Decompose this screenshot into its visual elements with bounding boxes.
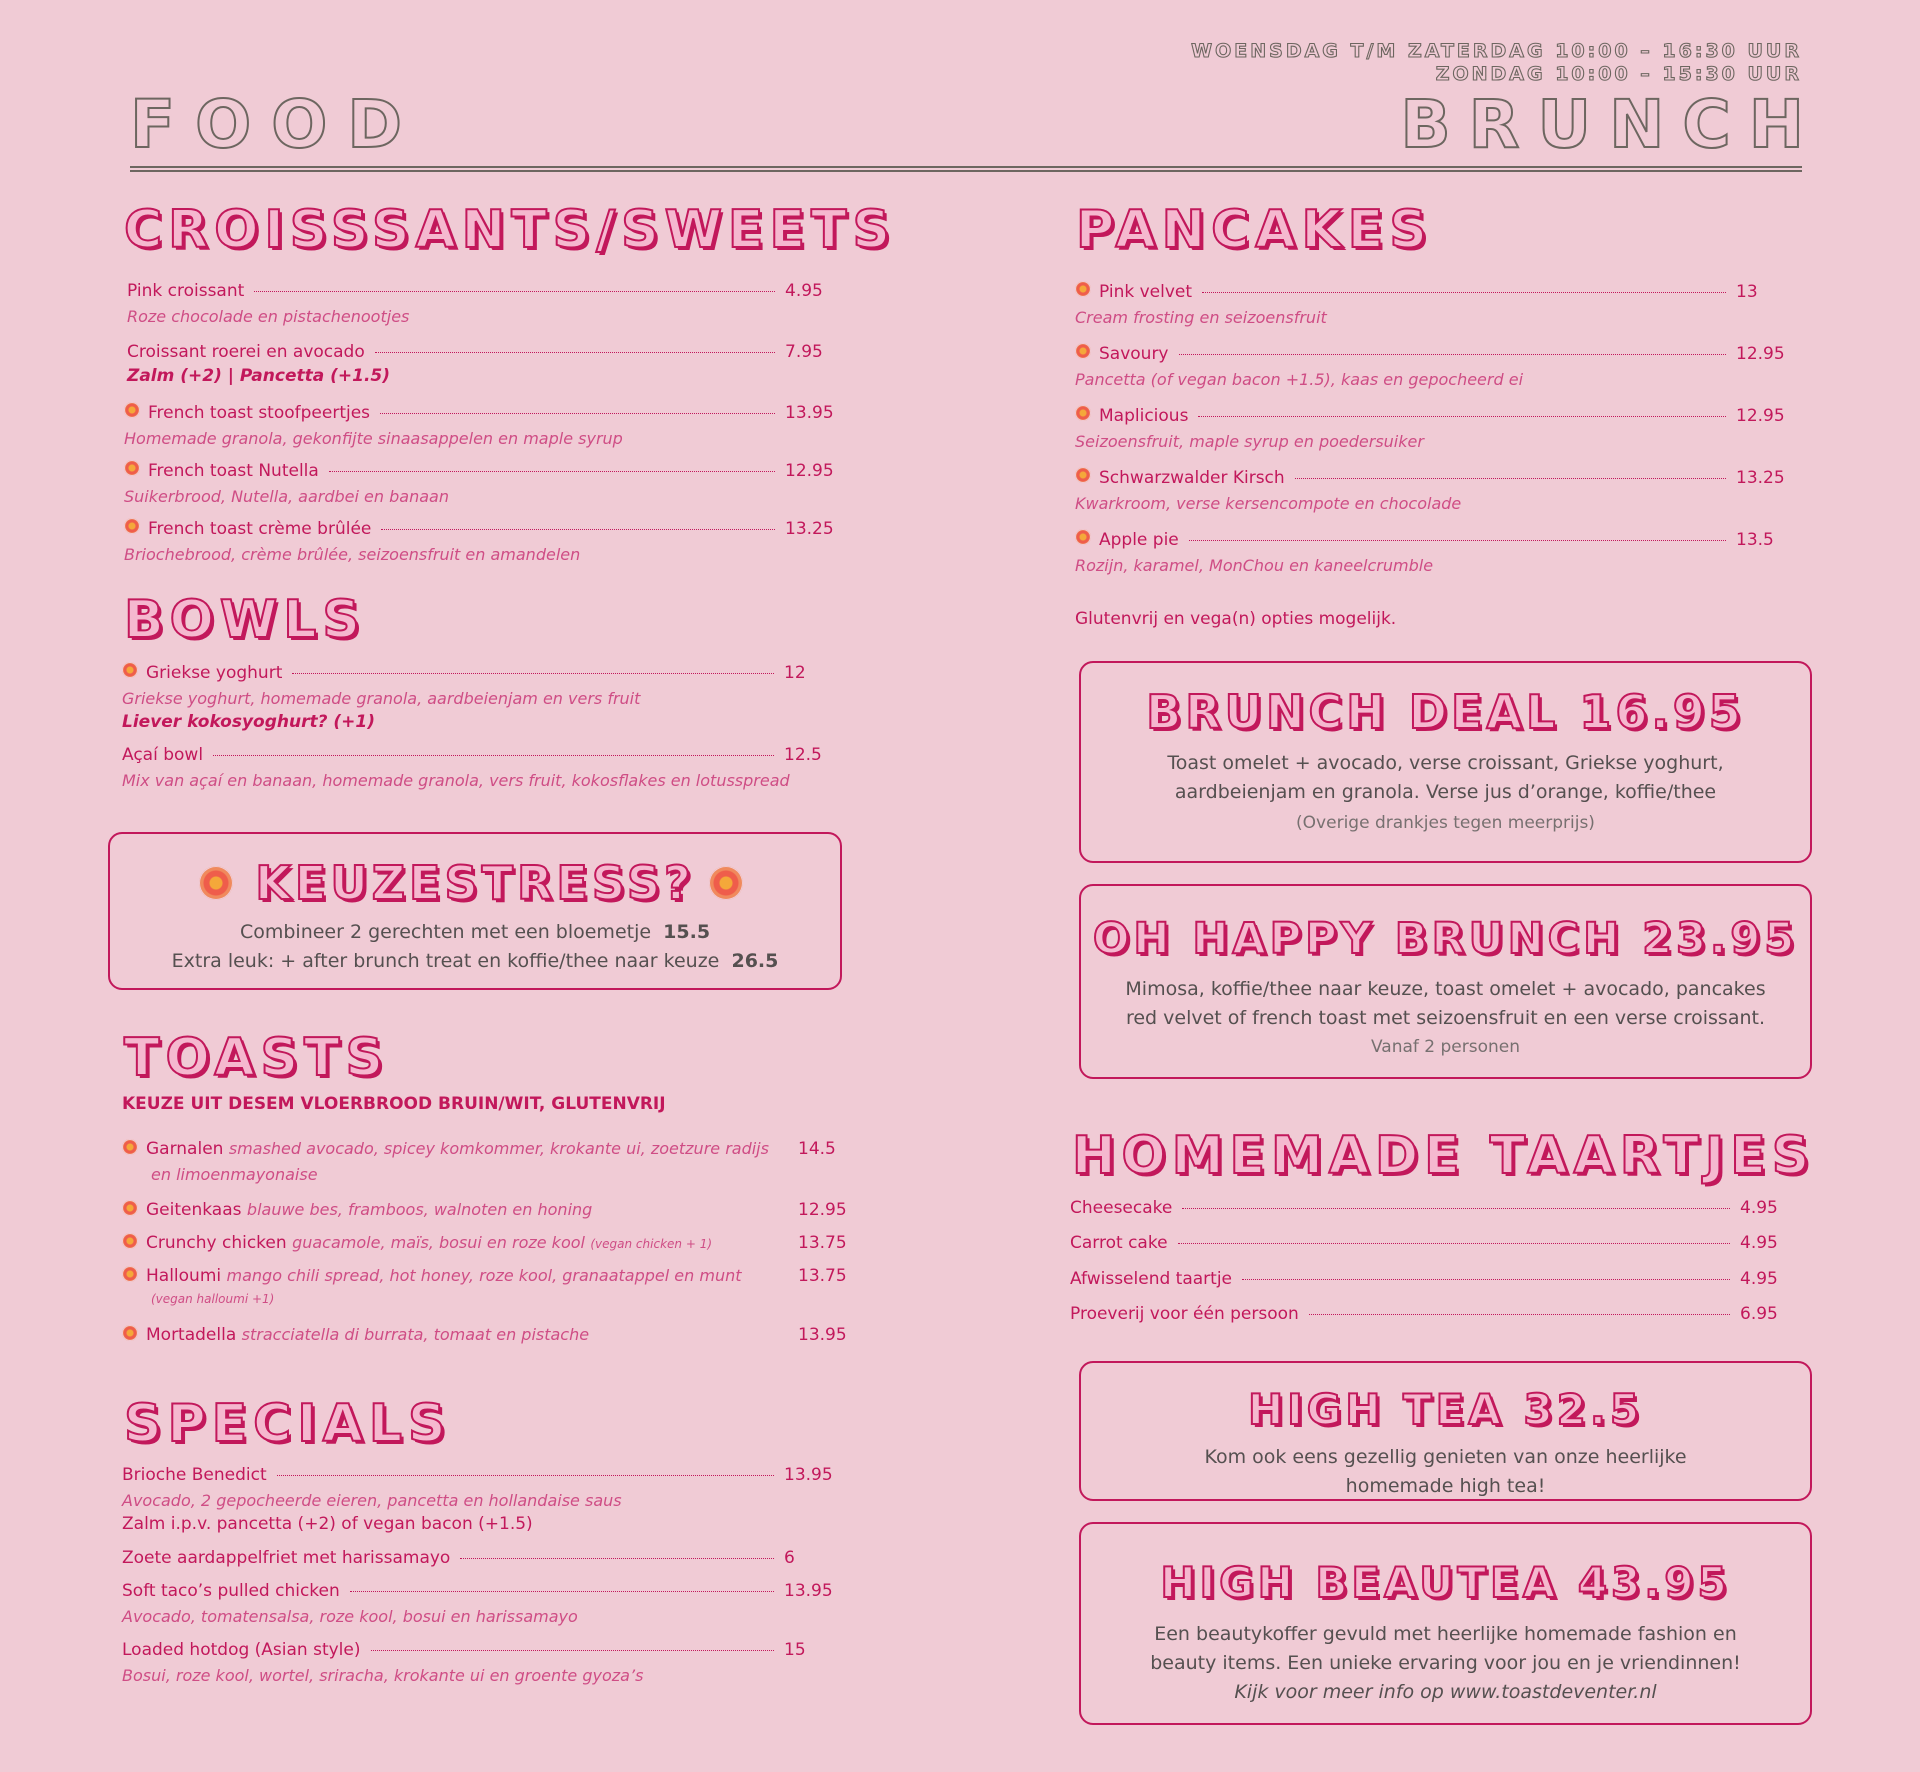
item-desc-cont: en limoenmayonaise [151, 1165, 318, 1184]
menu-item [1075, 343, 1794, 389]
flower-icon [122, 662, 138, 678]
happy-brunch-text [1081, 975, 1810, 1033]
high-beautea-text [1081, 1620, 1810, 1707]
item-name: Crunchy chicken [146, 1233, 287, 1253]
flower-icon [124, 518, 140, 534]
item-price: 13.25 [1736, 468, 1785, 488]
brunch-deal-note: (Overige drankjes tegen meerprijs) [1296, 813, 1595, 833]
high-tea-line1: Kom ook eens gezellig genieten van onze heerlijke [1204, 1446, 1687, 1468]
item-price: 13.25 [785, 519, 834, 539]
item-name: Garnalen [146, 1139, 224, 1159]
high-beautea-line2: beauty items. Een unieke ervaring voor jou en je vriendinnen! [1150, 1652, 1741, 1674]
item-price: 6 [784, 1548, 795, 1568]
happy-brunch-box [1079, 884, 1812, 1079]
menu-item [1070, 1198, 1798, 1218]
item-name: French toast crème brûlée [148, 519, 372, 539]
flower-icon [1075, 343, 1091, 359]
menu-item [1075, 405, 1794, 451]
opening-hours [1191, 40, 1802, 86]
menu-item [1075, 281, 1794, 327]
item-extra: Liever kokosyoghurt? (+1) [122, 712, 376, 732]
menu-item [122, 662, 842, 732]
menu-item [122, 1548, 842, 1568]
header-divider [130, 166, 1802, 172]
item-desc: stracciatella di burrata, tomaat en pistache [241, 1325, 590, 1344]
item-desc: Suikerbrood, Nutella, aardbei en banaan [124, 487, 449, 506]
item-price: 14.5 [798, 1139, 836, 1159]
item-name: Mortadella [146, 1325, 237, 1345]
item-desc: Pancetta (of vegan bacon +1.5), kaas en gepocheerd ei [1075, 370, 1524, 389]
brunch-deal-title: BRUNCH DEAL 16.95 [1146, 685, 1745, 739]
high-beautea-line1: Een beautykoffer gevuld met heerlijke homemade fashion en [1154, 1623, 1737, 1645]
item-price: 4.95 [1740, 1233, 1778, 1253]
high-beautea-title: HIGH BEAUTEA 43.95 [1160, 1558, 1731, 1607]
menu-item [1070, 1233, 1798, 1253]
food-title: FOOD [130, 86, 423, 163]
brunch-deal-line1: Toast omelet + avocado, verse croissant, Griekse yoghurt, [1167, 752, 1724, 774]
high-beautea-link[interactable]: Kijk voor meer info op www.toastdeventer.nl [1234, 1681, 1657, 1703]
item-name: Pink croissant [127, 281, 245, 301]
flower-icon [1075, 281, 1091, 297]
menu-item [124, 518, 843, 564]
toast-item [122, 1139, 842, 1184]
item-name: French toast stoofpeertjes [148, 403, 371, 423]
toast-item [122, 1233, 847, 1253]
happy-brunch-line2: red velvet of french toast met seizoensfruit en een verse croissant. [1125, 1007, 1766, 1029]
item-desc: Rozijn, karamel, MonChou en kaneelcrumble [1075, 556, 1434, 575]
brunch-deal-text [1081, 749, 1810, 807]
item-price: 13.75 [798, 1233, 847, 1253]
item-price: 13.95 [784, 1465, 833, 1485]
item-desc: guacamole, maïs, bosui en roze kool [292, 1233, 585, 1252]
item-desc: Cream frosting en seizoensfruit [1075, 308, 1327, 327]
item-desc: Briochebrood, crème brûlée, seizoensfruit en amandelen [124, 545, 581, 564]
item-extra: Zalm (+2) | Pancetta (+1.5) [127, 366, 391, 386]
item-name: Loaded hotdog (Asian style) [122, 1640, 361, 1660]
item-price: 4.95 [1740, 1269, 1778, 1289]
flower-icon [1075, 529, 1091, 545]
item-note: (vegan chicken + 1) [590, 1237, 713, 1251]
toast-item [122, 1200, 847, 1220]
item-price: 13 [1736, 282, 1758, 302]
item-note: (vegan halloumi +1) [151, 1292, 275, 1306]
item-desc: Roze chocolade en pistachenootjes [127, 307, 410, 326]
item-desc: Griekse yoghurt, homemade granola, aardbeienjam en vers fruit [122, 689, 641, 708]
item-price: 15 [784, 1640, 806, 1660]
item-name: Halloumi [146, 1266, 222, 1286]
item-extra: Zalm i.p.v. pancetta (+2) of vegan bacon (+1.5) [122, 1514, 533, 1534]
item-name: Geitenkaas [146, 1200, 242, 1220]
item-name: Savoury [1099, 344, 1169, 364]
happy-brunch-line1: Mimosa, koffie/thee naar keuze, toast omelet + avocado, pancakes [1125, 978, 1766, 1000]
brunch-title: BRUNCH [1400, 86, 1822, 163]
item-price: 12 [784, 663, 806, 683]
item-desc: mango chili spread, hot honey, roze kool, granaatappel en munt [226, 1266, 742, 1285]
flower-icon [1075, 405, 1091, 421]
menu-item [127, 281, 843, 326]
item-desc: blauwe bes, framboos, walnoten en honing [246, 1200, 593, 1219]
high-tea-box [1079, 1361, 1812, 1501]
item-price: 12.95 [1736, 344, 1785, 364]
item-price: 12.95 [798, 1200, 847, 1220]
menu-item [122, 745, 842, 790]
menu-item [127, 342, 843, 386]
flower-icon [122, 1266, 138, 1282]
keuzestress-line2: Extra leuk: + after brunch treat en koffie/thee naar keuze [171, 950, 720, 972]
menu-item [1075, 467, 1794, 513]
item-price: 6.95 [1740, 1304, 1778, 1324]
high-tea-line2: homemade high tea! [1345, 1475, 1546, 1497]
item-name: Schwarzwalder Kirsch [1099, 468, 1285, 488]
item-desc: smashed avocado, spicey komkommer, krokante ui, zoetzure radijs [228, 1139, 769, 1158]
item-price: 4.95 [785, 281, 823, 301]
item-name: Proeverij voor één persoon [1070, 1304, 1299, 1324]
menu-item [122, 1465, 842, 1534]
item-name: Soft taco’s pulled chicken [122, 1581, 340, 1601]
menu-item [124, 460, 843, 506]
item-price: 12.95 [1736, 406, 1785, 426]
happy-brunch-title: OH HAPPY BRUNCH 23.95 [1092, 914, 1799, 964]
happy-brunch-note: Vanaf 2 personen [1370, 1037, 1521, 1057]
item-name: French toast Nutella [148, 461, 319, 481]
brunch-deal-line2: aardbeienjam en granola. Verse jus d’orange, koffie/thee [1174, 781, 1717, 803]
item-price: 7.95 [785, 342, 823, 362]
item-price: 13.95 [798, 1325, 847, 1345]
item-name: Maplicious [1099, 406, 1189, 426]
item-price: 13.95 [784, 1581, 833, 1601]
menu-item [124, 402, 843, 448]
hours-sunday: ZONDAG 10:00 – 15:30 UUR [1435, 63, 1802, 85]
item-desc: Bosui, roze kool, wortel, sriracha, krokante ui en groente gyoza’s [122, 1666, 644, 1685]
section-title-toasts: TOASTS [124, 1028, 389, 1088]
item-name: Croissant roerei en avocado [127, 342, 365, 362]
flower-icon [199, 866, 233, 900]
section-title-pancakes: PANCAKES [1076, 200, 1433, 260]
item-price: 12.5 [784, 745, 822, 765]
item-name: Pink velvet [1099, 282, 1193, 302]
pancakes-note: Glutenvrij en vega(n) opties mogelijk. [1075, 609, 1397, 629]
toast-item [122, 1266, 847, 1306]
flower-icon [122, 1325, 138, 1341]
item-price: 13.5 [1736, 530, 1774, 550]
keuzestress-line1: Combineer 2 gerechten met een bloemetje [239, 921, 652, 943]
keuzestress-price1: 15.5 [663, 921, 711, 943]
flower-icon [122, 1200, 138, 1216]
item-name: Cheesecake [1070, 1198, 1173, 1218]
item-desc: Avocado, 2 gepocheerde eieren, pancetta en hollandaise saus [122, 1491, 622, 1510]
high-beautea-box [1079, 1522, 1812, 1725]
item-name: Brioche Benedict [122, 1465, 267, 1485]
item-name: Griekse yoghurt [146, 663, 283, 683]
menu-item [122, 1581, 842, 1626]
item-price: 13.95 [785, 403, 834, 423]
flower-icon [122, 1233, 138, 1249]
flower-icon [1075, 467, 1091, 483]
section-title-bowls: BOWLS [124, 590, 366, 650]
item-desc: Homemade granola, gekonfijte sinaasappelen en maple syrup [124, 429, 623, 448]
keuzestress-title: KEUZESTRESS? [255, 856, 695, 910]
section-title-croissants: CROISSSANTS/SWEETS [124, 200, 896, 260]
brunch-deal-box [1079, 661, 1812, 863]
item-price: 13.75 [798, 1266, 847, 1286]
item-name: Carrot cake [1070, 1233, 1168, 1253]
menu-item [1070, 1269, 1798, 1289]
flower-icon [124, 460, 140, 476]
item-name: Zoete aardappelfriet met harissamayo [122, 1548, 451, 1568]
flower-icon [122, 1139, 138, 1155]
item-price: 4.95 [1740, 1198, 1778, 1218]
item-name: Afwisselend taartje [1070, 1269, 1232, 1289]
keuzestress-text [110, 918, 840, 976]
item-price: 12.95 [785, 461, 834, 481]
item-desc: Mix van açaí en banaan, homemade granola, vers fruit, kokosflakes en lotusspread [122, 771, 790, 790]
item-desc: Seizoensfruit, maple syrup en poedersuiker [1075, 432, 1424, 451]
menu-item [1075, 529, 1794, 575]
menu-item [1070, 1304, 1798, 1324]
section-title-specials: SPECIALS [124, 1394, 452, 1454]
keuzestress-price2: 26.5 [731, 950, 779, 972]
item-desc: Avocado, tomatensalsa, roze kool, bosui en harissamayo [122, 1607, 578, 1626]
flower-icon [709, 866, 743, 900]
high-tea-title: HIGH TEA 32.5 [1247, 1385, 1644, 1434]
toast-item [122, 1325, 847, 1345]
item-desc: Kwarkroom, verse kersencompote en chocolade [1075, 494, 1462, 513]
high-tea-text [1081, 1443, 1810, 1501]
toasts-subtitle: KEUZE UIT DESEM VLOERBROOD BRUIN/WIT, GLUTENVRIJ [122, 1094, 666, 1114]
item-name: Apple pie [1099, 530, 1179, 550]
section-title-taartjes: HOMEMADE TAARTJES [1072, 1126, 1816, 1186]
item-name: Açaí bowl [122, 745, 204, 765]
flower-icon [124, 402, 140, 418]
hours-weekdays: WOENSDAG T/M ZATERDAG 10:00 – 16:30 UUR [1191, 40, 1802, 62]
menu-item [122, 1640, 842, 1685]
keuzestress-box [108, 832, 842, 990]
